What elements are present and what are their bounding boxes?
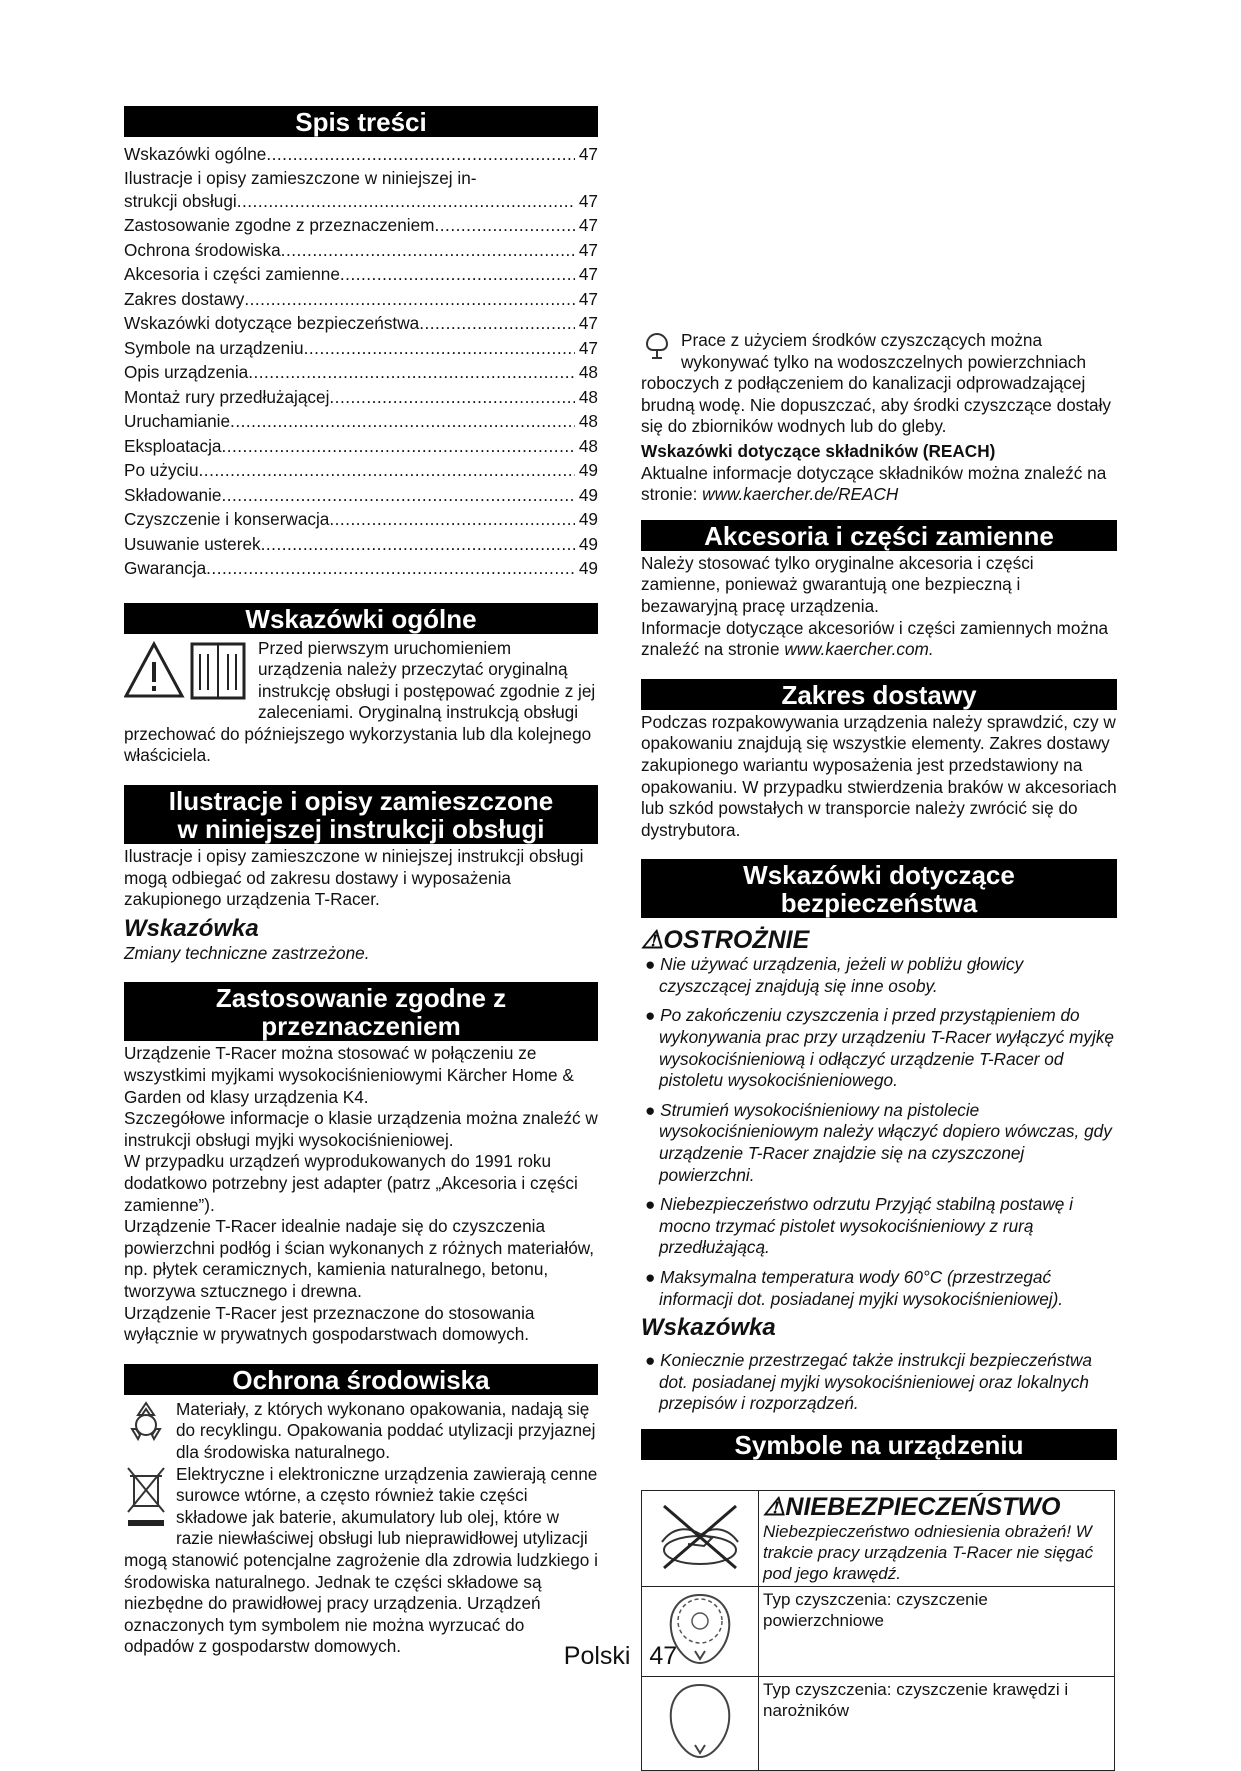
illustrations-text: Ilustracje i opisy zamieszczone w niniejszej instrukcji obsługi mogą odbiegać od zakresu dostawy i wyposażenia zakupionego urządzenia T-Racer. <box>124 846 584 910</box>
section-title: Wskazówki ogólne <box>124 603 598 634</box>
section-safety <box>641 859 1117 1415</box>
list-item: ● Maksymalna temperatura wody 60°C (przestrzegać informacji dot. posiadanej myjki wysokociśnieniowej). <box>645 1267 1064 1309</box>
toc-item[interactable]: Czyszczenie i konserwacja ..... 49 <box>124 507 598 532</box>
toc-item[interactable]: Uruchamianie ..... 48 <box>124 409 598 434</box>
note-title: Wskazówka <box>641 1314 776 1342</box>
section-title: Akcesoria i części zamienne <box>641 520 1117 551</box>
table-row <box>642 1490 1115 1586</box>
toc-item[interactable]: Montaż rury przedłużającej ..... 48 <box>124 385 598 410</box>
section-symbols <box>641 1429 1117 1771</box>
environment-continued: Prace z użyciem środków czyszczących można wykonywać tylko na wodoszczelnych powierzchniach roboczych z podłączeniem do kanalizacji odprowadzającej brudną wodę. Nie dopuszczać, aby środki czyszczące dostały się do zbiorników wodnych lub do gleby. Wskazówki dotyczące składników (REACH) Aktualne informacje dotyczące składników można znaleźć na stronie: www.kaercher.de/REACH <box>641 330 1112 505</box>
warning-icon: ⚠ <box>763 1492 786 1521</box>
section-intended-use: Zastosowanie zgodne z przeznaczeniem Urządzenie T-Racer można stosować w połączeniu ze wszystkimi myjkami wysokociśnieniowymi Kärcher Home & Garden od klasy urządzenia K4. Szczegółowe informacje o klasie urządzenia można znaleźć w instrukcji obsługi myjki wysokociśnieniowej. W przypadku urządzeń wyprodukowanych do 1991 roku dodatkowo potrzebny jest adapter (patrz „Akcesoria i części zamienne”). Urządzenie T-Racer idealnie nadaje się do czyszczenia powierzchni podłóg i ścian wykonanych z różnych materiałów, np. płytek ceramicznych, kamienia naturalnego, betonu, tworzywa sztucznego i drewna. Urządzenie T-Racer jest przeznaczone do stosowania wyłącznie w prywatnych gospodarstwach domowych. <box>124 983 598 1345</box>
general-text: Przed pierwszym uruchomieniem urządzenia należy przeczytać oryginalną instrukcję obsługi i postępować zgodnie z jej zaleceniami. Oryginalną instrukcją obsługi przechować do późniejszego wykorzystania lub dla kolejnego właściciela. <box>124 637 596 766</box>
note-text: Zmiany techniczne zastrzeżone. <box>124 942 370 963</box>
environment-continued-spacer <box>641 106 1117 330</box>
list-item: ● Niebezpieczeństwo odrzutu Przyjąć stabilną postawę i mocno trzymać pistolet wysokociśnieniowy z rurą przedłużającą. <box>645 1194 1073 1258</box>
right-column <box>641 106 1117 1771</box>
section-title: Zakres dostawy <box>641 679 1117 710</box>
reach-link[interactable]: www.kaercher.de/REACH <box>702 484 899 505</box>
symbol-description: ⚠NIEBEZPIECZEŃSTWO Niebezpieczeństwo odniesienia obrażeń! W trakcie pracy urządzenia T-Racer nie sięgać pod jego krawędź. <box>759 1490 1115 1586</box>
section-delivery: Zakres dostawy Podczas rozpakowywania urządzenia należy sprawdzić, czy w opakowaniu znajdują się wszystkie elementy. Zakres dostawy zakupionego wariantu wyposażenia jest przedstawiony na opakowaniu. W przypadku stwierdzenia braków w akcesoriach lub szkód powstałych w transporcie należy zwrócić się do dystrybutora. <box>641 679 1117 840</box>
toc-item[interactable]: Zakres dostawy ..... 47 <box>124 287 598 312</box>
note-title: Wskazówka <box>124 914 259 942</box>
section-title: Ochrona środowiska <box>124 1364 598 1395</box>
toc-list <box>124 142 598 581</box>
symbol-description: Typ czyszczenia: czyszczenie powierzchniowe <box>759 1586 1115 1676</box>
toc-item[interactable]: Akcesoria i części zamienne ..... 47 <box>124 262 598 287</box>
symbol-description: Typ czyszczenia: czyszczenie krawędzi i narożników <box>759 1676 1115 1770</box>
toc-item[interactable]: Eksploatacja ..... 48 <box>124 434 598 459</box>
safety-bullets <box>641 954 1117 1310</box>
warning-icon: ⚠ <box>641 926 664 955</box>
toc-item[interactable]: strukcji obsługi ..... 47 <box>124 189 598 214</box>
cleaning-agent-icon <box>641 330 673 368</box>
list-item: ● Po zakończeniu czyszczenia i przed przystąpieniem do wykonywania prac przy urządzeniu T-Racer wyłączyć myjkę wysokociśnieniową i odłączyć urządzenie T-Racer od pistoletu wysokociśnieniowego. <box>645 1005 1114 1091</box>
section-accessories: Akcesoria i części zamienne Należy stosować tylko oryginalne akcesoria i części zamienne, ponieważ gwarantują one bezpieczną i bezawaryjną pracę urządzenia. Informacje dotyczące akcesoriów i części zamiennych można znaleźć na stronie www.kaercher.com. <box>641 520 1117 661</box>
toc-item[interactable]: Symbole na urządzeniu ..... 47 <box>124 336 598 361</box>
section-title: Zastosowanie zgodne z przeznaczeniem <box>124 982 598 1041</box>
recycle-icon <box>124 1399 168 1449</box>
section-illustrations <box>124 785 598 964</box>
section-title: Ilustracje i opisy zamieszczone w niniejszej instrukcji obsługi <box>124 785 598 844</box>
section-environment: Ochrona środowiska Materiały, z których wykonano opakowania, nadają się do recyklingu. Opakowania poddać utylizacji przyjaznej dla środowiska naturalnego. Elektryczne i elektroniczne urządzenia zawierają cenne surowce wtórne, a często również takie części składowe jak baterie, akumulatory lub olej, które w razie niewłaściwej obsługi lub nieprawidłowej utylizacji mogą stanowić potencjalne zagrożenie dla zdrowia ludzkiego i środowiska naturalnego. Jednak te części składowe są niezbędne do prawidłowej pracy urządzenia. Urządzeń oznaczonych tym symbolem nie można wyrzucać do odpadów z gospodarstw domowych. <box>124 1364 598 1657</box>
section-general <box>124 603 598 768</box>
toc-title: Spis treści <box>124 106 598 137</box>
warning-book-icon <box>124 638 250 708</box>
toc-item[interactable]: Po użyciu ..... 49 <box>124 458 598 483</box>
no-hands-icon <box>652 1498 748 1574</box>
page-footer <box>0 1642 1241 1671</box>
toc-item[interactable]: Opis urządzenia ..... 48 <box>124 360 598 385</box>
toc-item[interactable]: Usuwanie usterek ..... 49 <box>124 532 598 557</box>
crossed-bin-icon <box>124 1464 168 1534</box>
edge-cleaning-icon <box>665 1679 735 1763</box>
page-number: 47 <box>649 1642 678 1670</box>
section-title: Wskazówki dotyczące bezpieczeństwa <box>641 859 1117 918</box>
list-item: ● Koniecznie przestrzegać także instrukcji bezpieczeństwa dot. posiadanej myjki wysokociśnieniowej oraz lokalnych przepisów i rozporządzeń. <box>645 1350 1092 1414</box>
footer-language: Polski <box>563 1642 631 1670</box>
symbol-cell <box>642 1490 759 1586</box>
section-title: Symbole na urządzeniu <box>641 1429 1117 1460</box>
toc-item[interactable]: Gwarancja ..... 49 <box>124 556 598 581</box>
toc-item[interactable]: Wskazówki ogólne ..... 47 <box>124 142 598 167</box>
left-column <box>124 106 598 1658</box>
toc-item[interactable]: Ochrona środowiska ..... 47 <box>124 238 598 263</box>
kaercher-link[interactable]: www.kaercher.com. <box>784 639 934 660</box>
toc-item[interactable]: Ilustracje i opisy zamieszczone w niniejszej in- <box>124 167 477 188</box>
caution-title: ⚠OSTROŻNIE <box>641 926 810 955</box>
symbols-table <box>641 1490 1115 1771</box>
toc-item[interactable]: Zastosowanie zgodne z przeznaczeniem ..... 47 <box>124 213 598 238</box>
list-item: ● Nie używać urządzenia, jeżeli w pobliżu głowicy czyszczącej znajdują się inne osoby. <box>645 954 1024 996</box>
symbol-cell <box>642 1676 759 1770</box>
list-item: ● Strumień wysokociśnieniowy na pistolecie wysokociśnieniowym należy włączyć dopiero wówczas, gdy urządzenie T-Racer znajdzie się na czyszczonej powierzchni. <box>645 1099 1112 1185</box>
toc-item[interactable]: Składowanie ..... 49 <box>124 483 598 508</box>
toc-item[interactable]: Wskazówki dotyczące bezpieczeństwa ..... 47 <box>124 311 598 336</box>
table-row <box>642 1676 1115 1770</box>
